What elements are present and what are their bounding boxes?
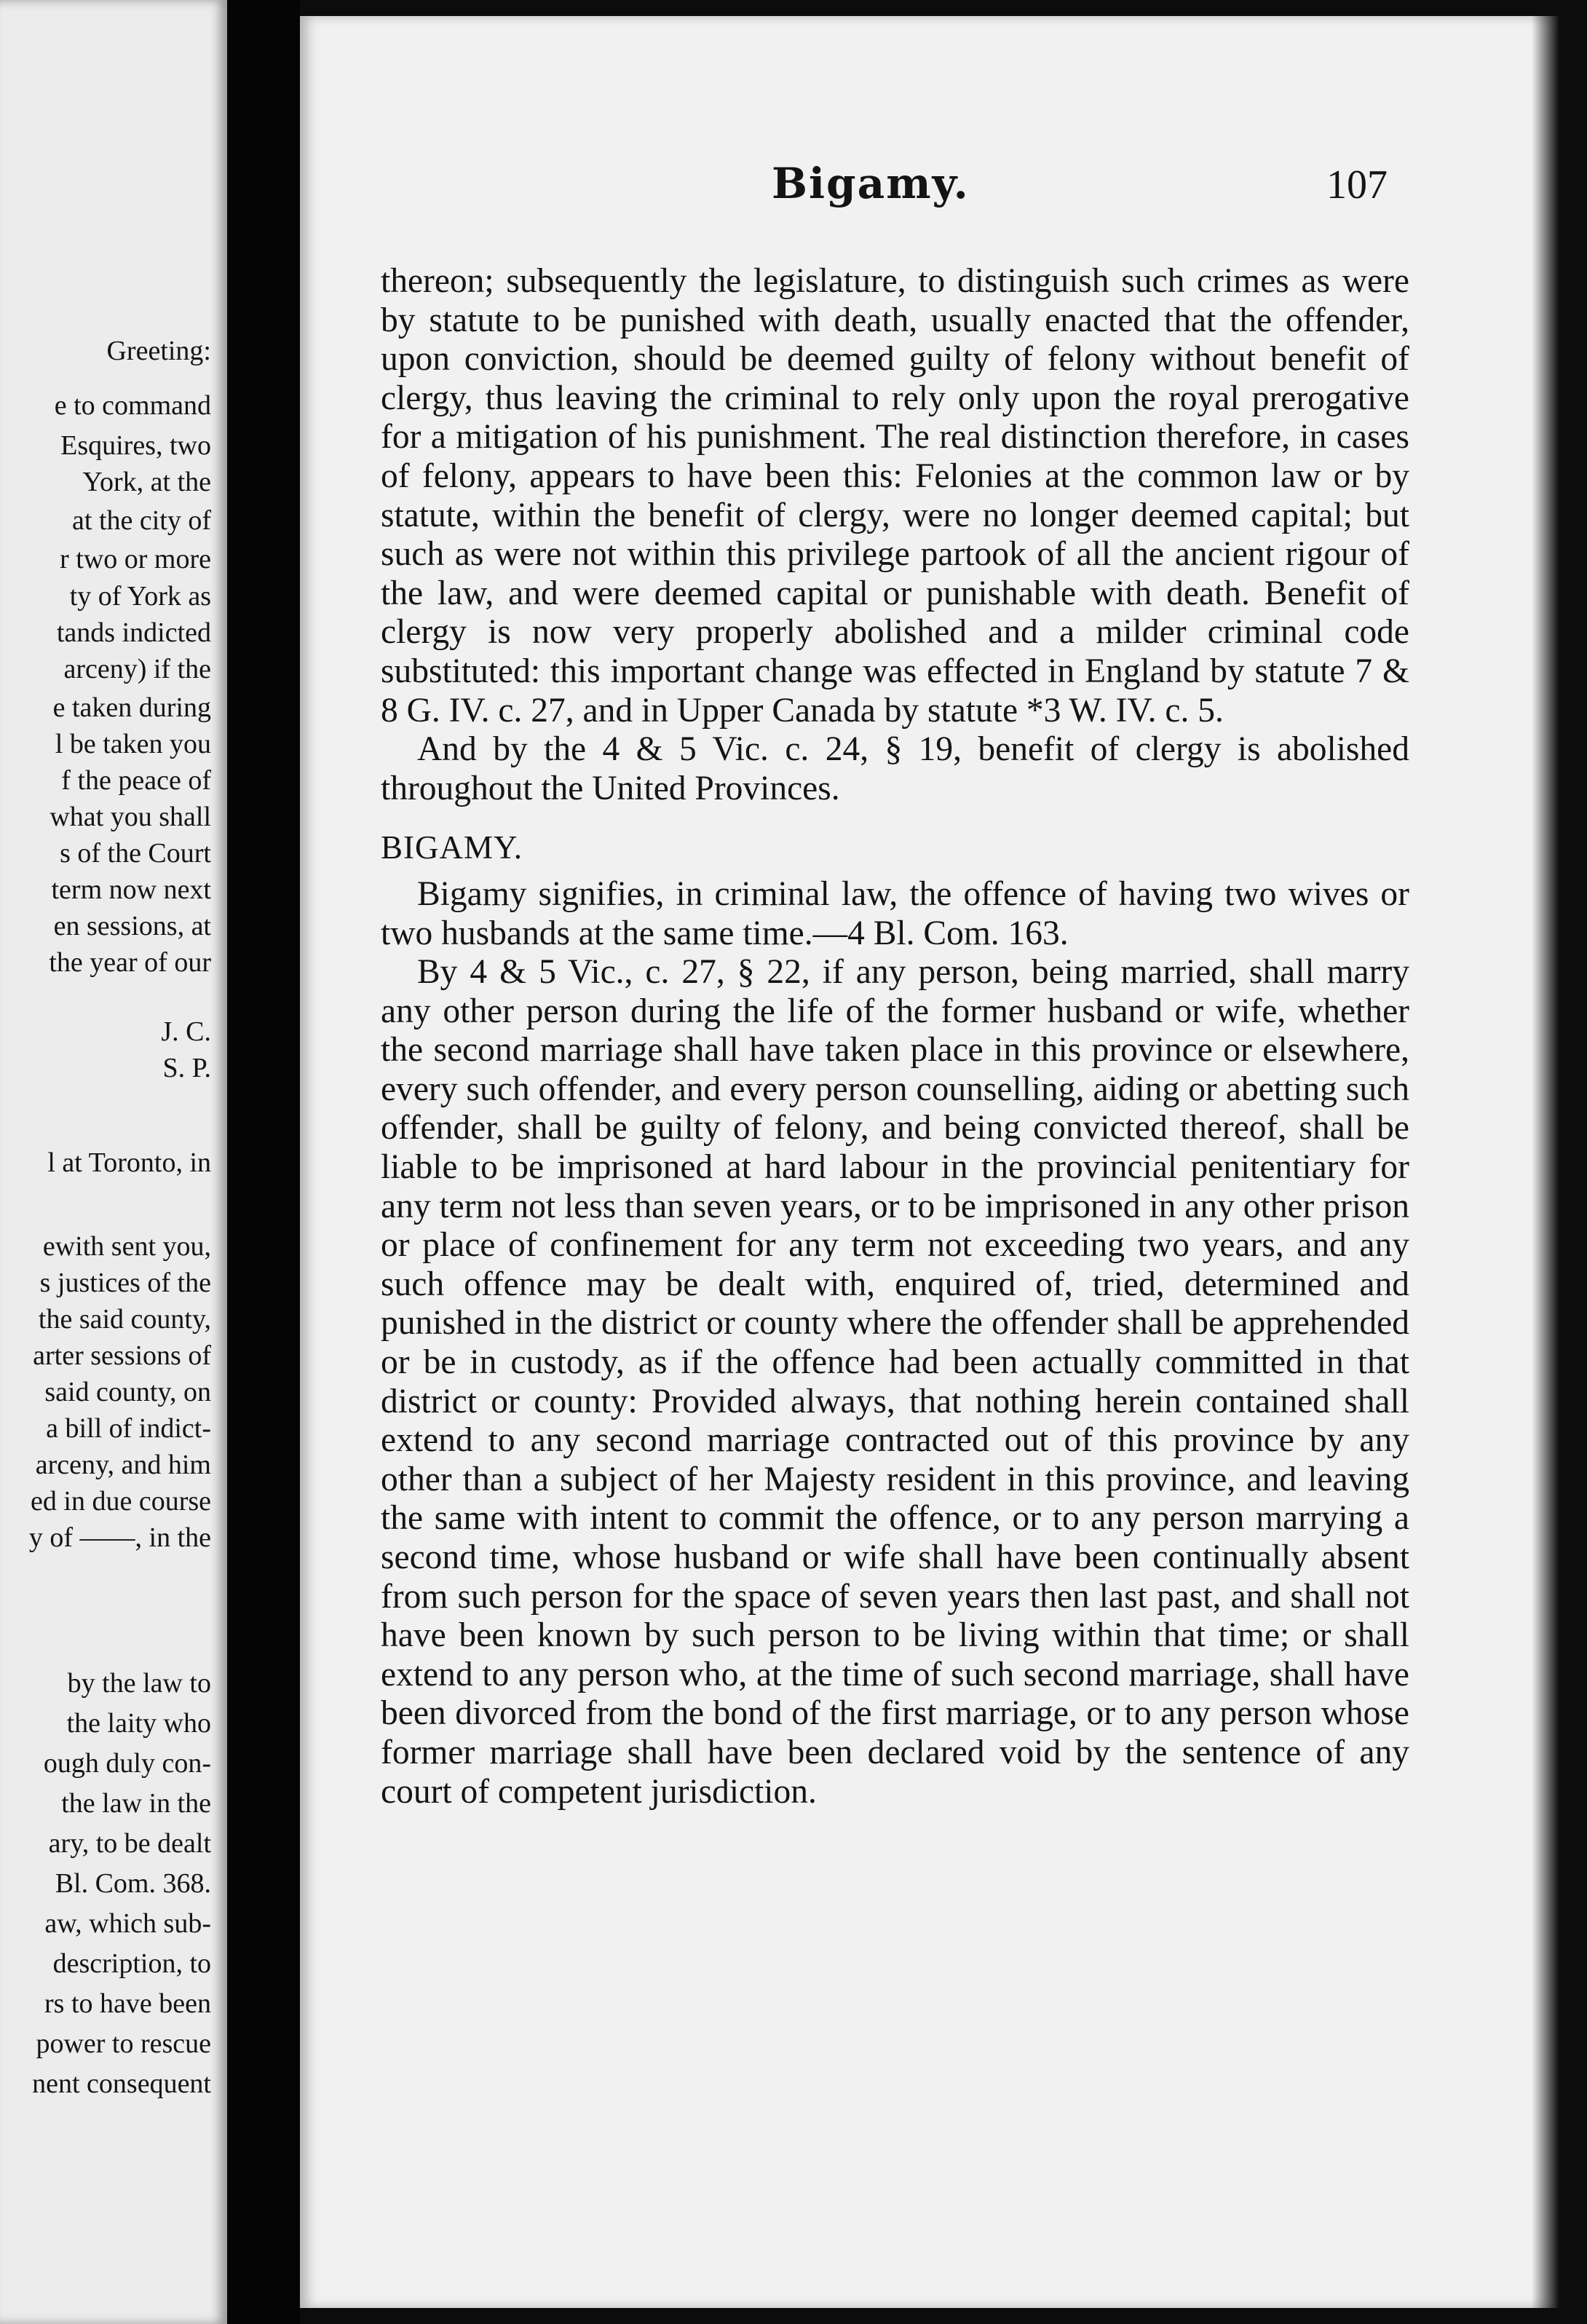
facing-page-line: J. C. — [161, 1016, 211, 1047]
facing-page-line: power to rescue — [36, 2028, 211, 2059]
facing-page-line: en sessions, at — [53, 911, 211, 941]
facing-page-line: the year of our — [49, 947, 211, 978]
facing-page-line: l be taken you — [55, 729, 211, 759]
facing-page-line: said county, on — [44, 1377, 211, 1407]
facing-page-line: S. P. — [162, 1053, 211, 1083]
main-text — [381, 262, 1409, 1811]
facing-page-line: what you shall — [50, 802, 211, 832]
facing-page-line: Greeting: — [106, 336, 211, 366]
facing-page-line: s of the Court — [60, 838, 211, 869]
paragraph-bigamy-statute: By 4 & 5 Vic., c. 27, § 22, if any person, being married, shall marry any other person during the life of the former husband or wife, whether the second marriage shall have taken place in this province or elsewhere, every such offender, and every person counselling, aiding or abetting such offender, shall be guilty of felony, and being convicted thereof, shall be liable to be imprisoned at hard labour in the provincial penitentiary for any term not less than seven years, or to be imprisoned in any other prison or place of confinement for any term not exceeding two years, and any such offence may be dealt with, enquired of, tried, determined and punished in the district or county where the offender shall be apprehended or be in custody, as if the offence had been actually committed in that district or county: Provided always, that nothing herein contained shall extend to any second marriage contracted out of this province by any other than a subject of her Majesty resident in this province, and leaving the same with intent to commit the offence, or to any person marrying a second time, whose husband or wife shall have been continually absent from such person for the space of seven years then last past, and shall not have been known by such person to be living within that time; or shall extend to any person who, at the time of such second marriage, shall have been divorced from the bond of the first marriage, or to any person whose former marriage shall have been declared void by the sentence of any court of competent jurisdiction. — [381, 953, 1409, 1811]
facing-page-line: ewith sent you, — [42, 1231, 211, 1262]
facing-page-line: ty of York as — [69, 581, 211, 612]
facing-page-line: arter sessions of — [33, 1340, 211, 1371]
facing-page-line: s justices of the — [39, 1268, 211, 1298]
paragraph-united-provinces: And by the 4 & 5 Vic. c. 24, § 19, benefit of clergy is abolished throughout the United Provinces. — [381, 730, 1409, 807]
paragraph-clergy-continued: thereon; subsequently the legislature, to distinguish such crimes as were by statute to be punished with death, usually enacted that the offender, upon conviction, should be deemed guilty of felony without benefit of clergy, thus leaving the criminal to rely only upon the royal prerogative for a mitigation of his punishment. The real distinction therefore, in cases of felony, appears to have been this: Felonies at the common law or by statute, within the benefit of clergy, were no longer deemed capital; but such as were not within this privilege partook of all the ancient rigour of the law, and were deemed capital or punishable with death. Benefit of clergy is now very properly abolished and a milder criminal code substituted: this important change was effected in England by statute 7 & 8 G. IV. c. 27, and in Upper Canada by statute *3 W. IV. c. 5. — [381, 262, 1409, 730]
facing-page-line: the laity who — [66, 1708, 211, 1739]
facing-page-line: e to command — [54, 390, 211, 421]
facing-page-line: the said county, — [38, 1304, 211, 1335]
facing-page-line: Esquires, two — [60, 430, 211, 461]
facing-page-line: a bill of indict- — [46, 1413, 211, 1444]
facing-page-line: nent consequent — [32, 2068, 211, 2099]
facing-page-line: aw, which sub- — [44, 1908, 211, 1939]
section-heading: BIGAMY. — [381, 829, 523, 866]
running-head: Bigamy. — [772, 159, 970, 208]
facing-page-fragment — [0, 0, 227, 2324]
facing-page-line: at the city of — [72, 505, 211, 536]
facing-page-line: Bl. Com. 368. — [55, 1868, 211, 1899]
facing-page-line: l at Toronto, in — [47, 1147, 211, 1178]
facing-page-line: tands indicted — [56, 617, 211, 648]
facing-page-line: the law in the — [61, 1788, 211, 1819]
facing-page-line: description, to — [52, 1948, 211, 1979]
facing-page-line: ed in due course — [31, 1486, 211, 1517]
facing-page-line: by the law to — [67, 1668, 211, 1699]
facing-page-line: arceny) if the — [63, 654, 211, 684]
facing-page-line: ough duly con- — [43, 1748, 211, 1779]
facing-page-line: arceny, and him — [35, 1450, 211, 1480]
facing-page-line: rs to have been — [44, 1988, 211, 2019]
facing-page-line: term now next — [51, 874, 211, 905]
facing-page-line: f the peace of — [61, 765, 211, 796]
paragraph-bigamy-definition: Bigamy signifies, in criminal law, the offence of having two wives or two husbands at the same time.—4 Bl. Com. 163. — [381, 874, 1409, 952]
page-edge-shadow — [1532, 16, 1559, 2308]
facing-page-line: York, at the — [82, 467, 211, 497]
facing-page-line: y of ——, in the — [28, 1522, 211, 1553]
book-gutter — [227, 0, 300, 2324]
facing-page-line: e taken during — [52, 692, 211, 723]
facing-page-line: ary, to be dealt — [48, 1828, 211, 1859]
page-number: 107 — [1326, 162, 1388, 208]
facing-page-line: r two or more — [60, 544, 211, 574]
